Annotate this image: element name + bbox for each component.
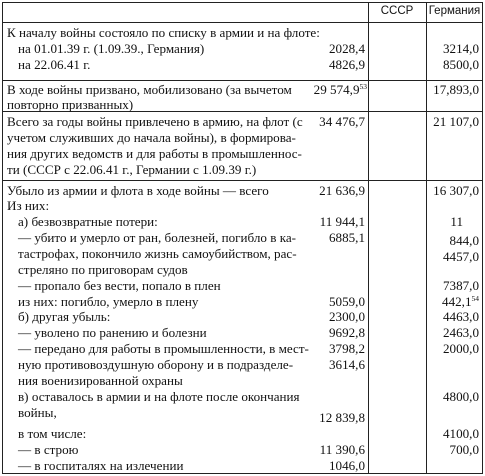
row4-line: — убито и умерло от ран, болезней, погибло в ка- xyxy=(18,230,297,245)
row4-ussr-value: 9692,8 xyxy=(328,325,365,340)
row4-line: Убыло из армии и флота в ходе войны — всего xyxy=(7,183,269,198)
row2-line: повторно призванных) xyxy=(7,97,134,112)
row1-germany-value: 3214,0 xyxy=(442,41,479,56)
row4-line: в том числе: xyxy=(18,426,87,441)
row4-line: в) оставалось в армии и на флоте после окончания xyxy=(18,389,300,404)
row4-germany-value: 700,0 xyxy=(449,442,479,457)
row4-line: — в строю xyxy=(18,442,79,457)
row4-line: войны, xyxy=(18,405,57,420)
row4-ussr-value: 2300,0 xyxy=(328,309,365,324)
row1-line: К началу войны состояло по списку в армии и на флоте: xyxy=(7,25,320,40)
header-germany: Германия xyxy=(428,5,481,17)
row4-germany-value: 844,0 xyxy=(449,233,479,248)
row3-ussr-value: 34 476,7 xyxy=(319,114,365,129)
row-divider xyxy=(2,22,483,23)
row4-germany-value: 4457,0 xyxy=(442,249,479,264)
row4-germany-value: 4100,0 xyxy=(442,426,479,441)
row3-line: Всего за годы войны привлечено в армию, на флот (с xyxy=(7,114,303,129)
row3-line: ти (СССР с 22.06.41 г., Германии с 1.09.39 г.) xyxy=(7,162,257,177)
row4-line: Из них: xyxy=(7,198,50,213)
row2-ussr-value: 29 574,9$^{53}$ xyxy=(313,82,367,97)
row1-germany-value: 8500,0 xyxy=(442,57,479,72)
row4-ussr-value: 21 636,9 xyxy=(319,183,365,198)
row4-line: а) безвозвратные потери: xyxy=(18,214,158,229)
row3-germany-value: 21 107,0 xyxy=(433,114,479,129)
row4-line: тастрофах, покончило жизнь самоубийством, рас- xyxy=(18,246,297,261)
row4-ussr-value: 12 839,8 xyxy=(319,410,365,425)
row4-ussr-value: 1046,0 xyxy=(328,458,365,473)
losses-table xyxy=(2,2,483,474)
row1-ussr-value: 4826,9 xyxy=(328,57,365,72)
row4-line: из них: погибло, умерло в плену xyxy=(18,294,199,309)
row4-germany-value: 4463,0 xyxy=(442,309,479,324)
column-divider xyxy=(426,2,427,474)
row4-line: — в госпиталях на излечении xyxy=(18,458,184,473)
row1-ussr-value: 2028,4 xyxy=(328,41,365,56)
column-divider xyxy=(368,2,369,474)
row3-line: учетом служивших до начала войны), в формирова- xyxy=(7,130,296,145)
row4-germany-value: 16 307,0 xyxy=(433,183,479,198)
row4-ussr-value: 5059,0 xyxy=(328,294,365,309)
row2-line: В ходе войны призвано, мобилизовано (за вычетом xyxy=(7,82,292,97)
row1-line: на 22.06.41 г. xyxy=(18,57,91,72)
row4-germany-value: 2000,0 xyxy=(442,341,479,356)
row4-line: — передано для работы в промышленности, в мест- xyxy=(18,341,309,356)
row4-germany-value: 4800,0 xyxy=(442,389,479,404)
footnote-53: 53 xyxy=(359,82,367,91)
row4-ussr-value: 3798,2 xyxy=(328,341,365,356)
row4-line: — уволено по ранению и болезни xyxy=(18,325,207,340)
header-ussr: СССР xyxy=(380,5,414,17)
row-divider xyxy=(2,80,483,81)
row4-germany-value: 442,1$^{54}$ xyxy=(442,294,479,309)
row4-germany-value: 7387,0 xyxy=(442,278,479,293)
footnote-54: 54 xyxy=(471,294,479,303)
row4-line: — пропало без вести, попало в плен xyxy=(18,278,221,293)
row4-ussr-value: 11 390,6 xyxy=(319,442,365,457)
row4-ussr-value: 6885,1 xyxy=(328,230,365,245)
row4-line: ную противовоздушную оборону и в подразделе- xyxy=(18,357,294,372)
row3-line: ния других ведомств и для работы в промышленнос- xyxy=(7,146,302,161)
row4-line: б) другая убыль: xyxy=(18,309,111,324)
row4-germany-value: 11 xyxy=(450,214,463,229)
row1-line: на 01.01.39 г. (1.09.39., Германия) xyxy=(18,41,205,56)
row4-ussr-value: 11 944,1 xyxy=(319,214,365,229)
row4-ussr-value: 3614,6 xyxy=(328,357,365,372)
row2-germany-value: 17,893,0 xyxy=(433,82,479,97)
row4-germany-value: 2463,0 xyxy=(442,325,479,340)
row4-line: стреляно по приговорам судов xyxy=(18,262,188,277)
row-divider xyxy=(2,180,483,181)
row4-line: ния военизированной охраны xyxy=(18,373,183,388)
